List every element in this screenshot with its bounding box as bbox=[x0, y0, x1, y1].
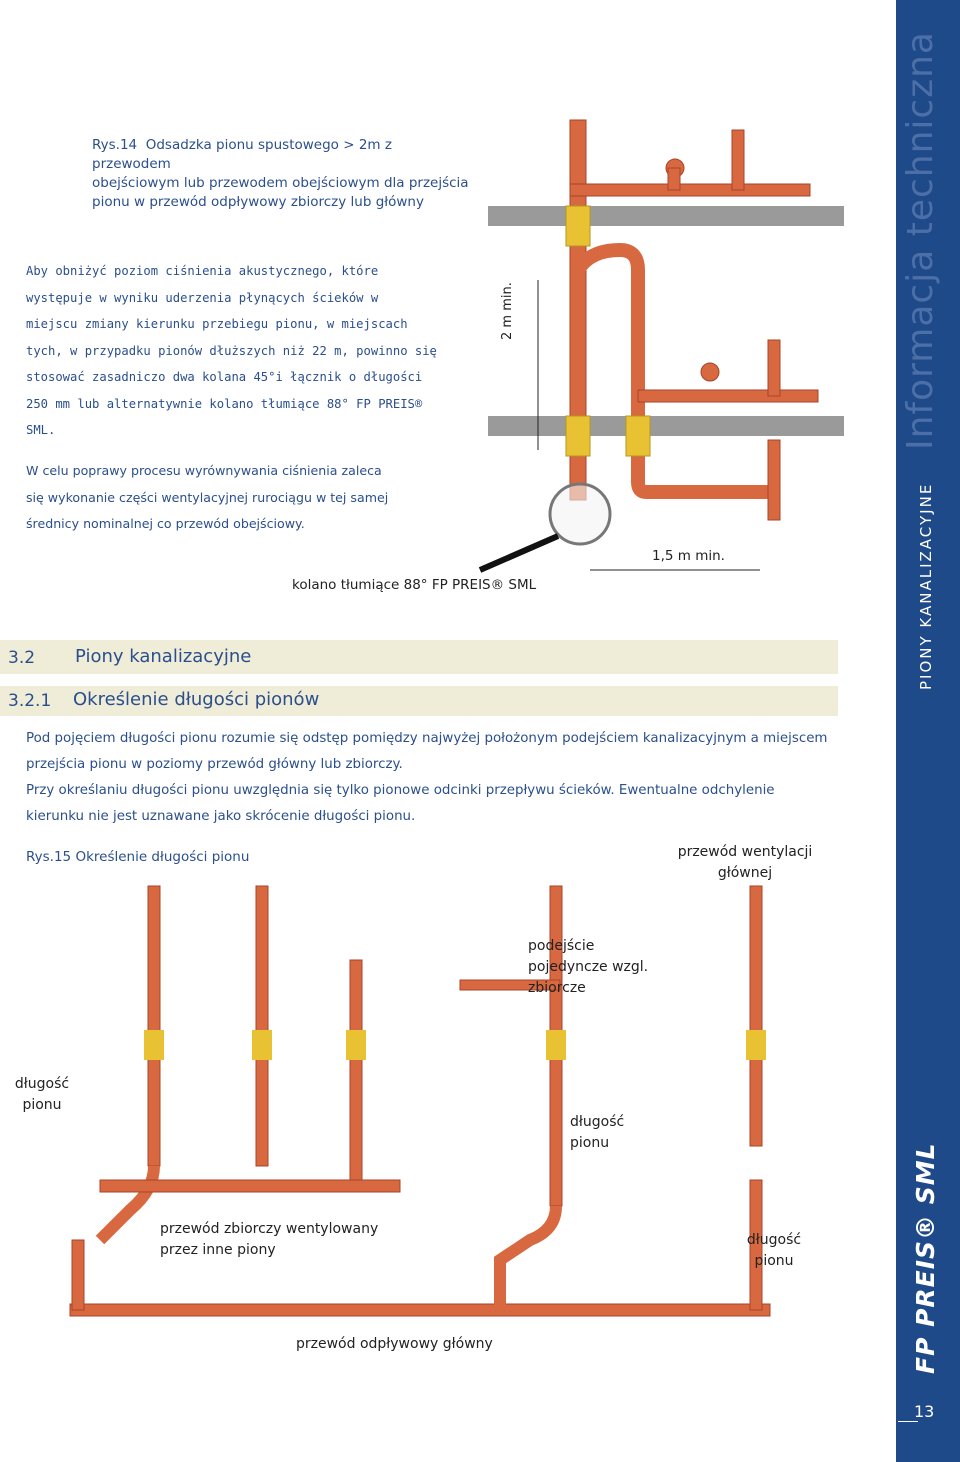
vent-stack-sleeve bbox=[746, 1030, 766, 1060]
subsection-title: Określenie długości pionów bbox=[73, 689, 320, 710]
dim-15m-label: 1,5 m min. bbox=[652, 548, 725, 564]
fig15-caption bbox=[26, 848, 249, 867]
label-length-1-line1: długość bbox=[14, 1076, 70, 1092]
fig15-title: Określenie długości pionu bbox=[75, 849, 250, 865]
fig14-line-2: obejściowym lub przewodem obejściowym dla przejścia bbox=[92, 175, 469, 191]
third-stack-sleeve bbox=[346, 1030, 366, 1060]
label-collector bbox=[160, 1219, 378, 1261]
kolano-label bbox=[292, 577, 536, 593]
para1-line: SML. bbox=[26, 423, 56, 437]
section-title: Piony kanalizacyjne bbox=[75, 646, 252, 667]
section-number: 3.2 bbox=[8, 648, 36, 668]
left-stack-pipe bbox=[148, 886, 160, 1166]
lower-branch-pipe bbox=[638, 390, 818, 402]
upper-branch-pipe bbox=[570, 184, 810, 196]
second-stack-sleeve bbox=[252, 1030, 272, 1060]
label-collector-line2: przez inne piony bbox=[160, 1242, 276, 1258]
label-length-2-line1: długość bbox=[570, 1114, 625, 1130]
third-stack-pipe bbox=[350, 960, 362, 1180]
upper-vent-pipe bbox=[732, 130, 744, 190]
main-drain-pipe bbox=[70, 1304, 770, 1316]
fig14-line-1: Odsadzka pionu spustowego > 2m z przewodem bbox=[92, 137, 392, 172]
fig14-diagram bbox=[470, 110, 895, 610]
label-branch-line1: podejście bbox=[528, 938, 595, 954]
lower-vent-pipe bbox=[768, 340, 780, 396]
para1-line: tych, w przypadku pionów dłuższych niż 22 m, powinno się bbox=[26, 343, 437, 358]
label-branch-line3: zbiorcze bbox=[528, 980, 586, 996]
second-stack-pipe bbox=[256, 886, 268, 1166]
fig14-num: Rys.14 bbox=[92, 137, 138, 153]
sidebar-subtitle: PIONY KANALIZACYJNE bbox=[917, 482, 935, 690]
ceiling-slab-lower bbox=[488, 416, 844, 436]
body-line: Pod pojęciem długości pionu rozumie się odstęp pomiędzy najwyżej położonym podejściem kanalizacyjnym a miejscem bbox=[26, 731, 828, 746]
body-text bbox=[26, 726, 838, 830]
magnifier-lens bbox=[550, 484, 610, 544]
right-stack-sleeve bbox=[546, 1030, 566, 1060]
lower-stack-pipe bbox=[768, 440, 780, 520]
sidebar-title: Informacja techniczna bbox=[900, 31, 941, 450]
body-line: kierunku nie jest uznawane jako skrócenie długości pionu. bbox=[26, 809, 416, 824]
label-length-3 bbox=[744, 1230, 804, 1272]
body-line: Przy określaniu długości pionu uwzględnia się tylko pionowe odcinki przepływu ścieków. Ewentualne odchylenie bbox=[26, 783, 775, 798]
label-vent-main-line1: przewód wentylacji bbox=[677, 844, 813, 860]
label-vent-main bbox=[660, 842, 830, 884]
para1-line: występuje w wyniku uderzenia płynących ścieków w bbox=[26, 290, 379, 305]
label-length-3-line1: długość bbox=[746, 1232, 802, 1248]
fire-sleeve-upper bbox=[566, 206, 590, 246]
kolano-label-text: kolano tłumiące 88° FP PREIS® SML bbox=[292, 577, 537, 593]
fig15-num: Rys.15 bbox=[26, 849, 72, 865]
fig14-line-3: pionu w przewód odpływowy zbiorczy lub główny bbox=[92, 194, 424, 210]
lower-fitting bbox=[701, 363, 719, 381]
dim-2m-label: 2 m min. bbox=[500, 282, 515, 340]
label-length-3-line2: pionu bbox=[754, 1253, 794, 1269]
label-length-2 bbox=[570, 1112, 624, 1154]
para1-line: stosować zasadniczo dwa kolana 45°i łącznik o długości bbox=[26, 370, 423, 384]
para1-line: miejscu zmiany kierunku przebiegu pionu, w miejscach bbox=[26, 317, 408, 331]
sidebar-brand: FP PREIS® SML bbox=[911, 1142, 940, 1374]
para2-line: średnicy nominalnej co przewód obejściowy. bbox=[26, 516, 305, 531]
upper-fitting-branch bbox=[668, 168, 680, 190]
left-down-pipe bbox=[72, 1240, 84, 1310]
label-length-1-line2: pionu bbox=[22, 1097, 62, 1113]
para1-line: Aby obniżyć poziom ciśnienia akustycznego, które bbox=[26, 264, 379, 278]
paragraph-1 bbox=[26, 258, 460, 444]
right-elbow bbox=[500, 1206, 556, 1310]
label-branch bbox=[528, 936, 648, 999]
para1-line: 250 mm lub alternatywnie kolano tłumiące 88° FP PREIS® bbox=[26, 396, 423, 411]
para2-line: W celu poprawy procesu wyrównywania ciśnienia zaleca bbox=[26, 463, 382, 478]
subsection-number: 3.2.1 bbox=[8, 691, 52, 711]
fire-sleeve-lower-left bbox=[566, 416, 590, 456]
sidebar-page-line bbox=[898, 1421, 918, 1422]
label-collector-line1: przewód zbiorczy wentylowany bbox=[160, 1221, 379, 1237]
page-number: 13 bbox=[914, 1402, 935, 1421]
fig14-caption bbox=[92, 136, 472, 212]
label-vent-main-line2: głównej bbox=[717, 865, 773, 881]
para2-line: się wykonanie części wentylacyjnej rurociągu w tej samej bbox=[26, 489, 389, 505]
vent-stack-pipe bbox=[750, 886, 762, 1146]
body-line: przejścia pionu w poziomy przewód główny lub zbiorczy. bbox=[26, 757, 403, 772]
label-main-drain: przewód odpływowy główny bbox=[296, 1336, 493, 1352]
ceiling-slab-upper bbox=[488, 206, 844, 226]
magnifier-handle bbox=[480, 536, 558, 570]
label-length-2-line2: pionu bbox=[570, 1135, 610, 1151]
offset-pipe bbox=[578, 250, 770, 492]
label-branch-line2: pojedyncze wzgl. bbox=[528, 959, 649, 975]
left-stack-elbow bbox=[100, 1166, 154, 1240]
left-stack-sleeve bbox=[144, 1030, 164, 1060]
collector-pipe bbox=[100, 1180, 400, 1192]
fire-sleeve-lower-right bbox=[626, 416, 650, 456]
label-length-1 bbox=[12, 1074, 72, 1116]
paragraph-2 bbox=[26, 458, 460, 538]
